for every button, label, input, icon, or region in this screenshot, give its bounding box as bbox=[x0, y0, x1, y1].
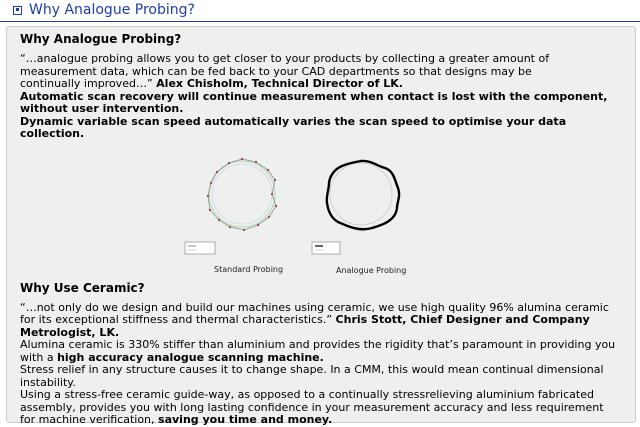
stiffness-text: Alumina ceramic is 330% stiffer than aluminium and provides the rigidity that’s paramount in providing you with a bbox=[20, 338, 616, 364]
analogue-probing-diagram bbox=[311, 148, 411, 275]
caption-standard-probing: Standard Probing bbox=[214, 264, 284, 274]
page-header bbox=[0, 0, 640, 20]
probing-comparison-figure bbox=[20, 148, 620, 275]
quote-author: Alex Chisholm, Technical Director of LK. bbox=[156, 77, 403, 90]
analogue-quote bbox=[20, 53, 620, 91]
ceramic-quote bbox=[20, 302, 620, 340]
standard-probing-plot bbox=[184, 148, 298, 272]
article-content bbox=[20, 32, 620, 427]
guideway-paragraph bbox=[20, 389, 620, 427]
quote-text: “…analogue probing allows you to get closer to your products by collecting a greater amount of measurement data, which can be fed back to your CAD departments so that designs may be bbox=[20, 52, 550, 78]
section-heading-ceramic: Why Use Ceramic? bbox=[20, 280, 145, 295]
square-bullet-icon bbox=[13, 6, 22, 15]
stress-relief-paragraph: Stress relief in any structure causes it to change shape. In a CMM, this would mean continual dimensional instability. bbox=[20, 363, 604, 389]
quote-text-cont: continually improved…” bbox=[20, 77, 153, 90]
section-heading-analogue: Why Analogue Probing? bbox=[20, 32, 182, 46]
analogue-probing-plot bbox=[311, 148, 411, 272]
page-title: Why Analogue Probing? bbox=[29, 2, 195, 18]
standard-probing-diagram bbox=[184, 148, 298, 272]
ceramic-quote-text: “…not only do we design and build our machines using ceramic, we use high quality 96% alumina ceramic for its exceptional stiffness and thermal characteristics.” bbox=[20, 300, 609, 326]
header-divider bbox=[0, 21, 640, 22]
caption-analogue-probing: Analogue Probing bbox=[336, 265, 407, 275]
stiffness-paragraph bbox=[20, 339, 620, 364]
stiffness-emphasis: high accuracy analogue scanning machine. bbox=[57, 350, 324, 364]
ceramic-quote-author: Chris Stott, Chief Designer and Company Metrologist, LK. bbox=[20, 313, 590, 339]
scan-speed-point: Dynamic variable scan speed automatically varies the scan speed to optimise your data collection. bbox=[20, 114, 567, 140]
guideway-text: Using a stress-free ceramic guide-way, as opposed to a continually stressrelieving aluminium fabricated assembly, provides you with long lasting confidence in your measurement accuracy and less requirement for machine verification, bbox=[20, 388, 604, 426]
scan-recovery-point: Automatic scan recovery will continue measurement when contact is lost with the component, without user intervention. bbox=[20, 89, 608, 115]
guideway-emphasis: saving you time and money. bbox=[158, 413, 333, 426]
